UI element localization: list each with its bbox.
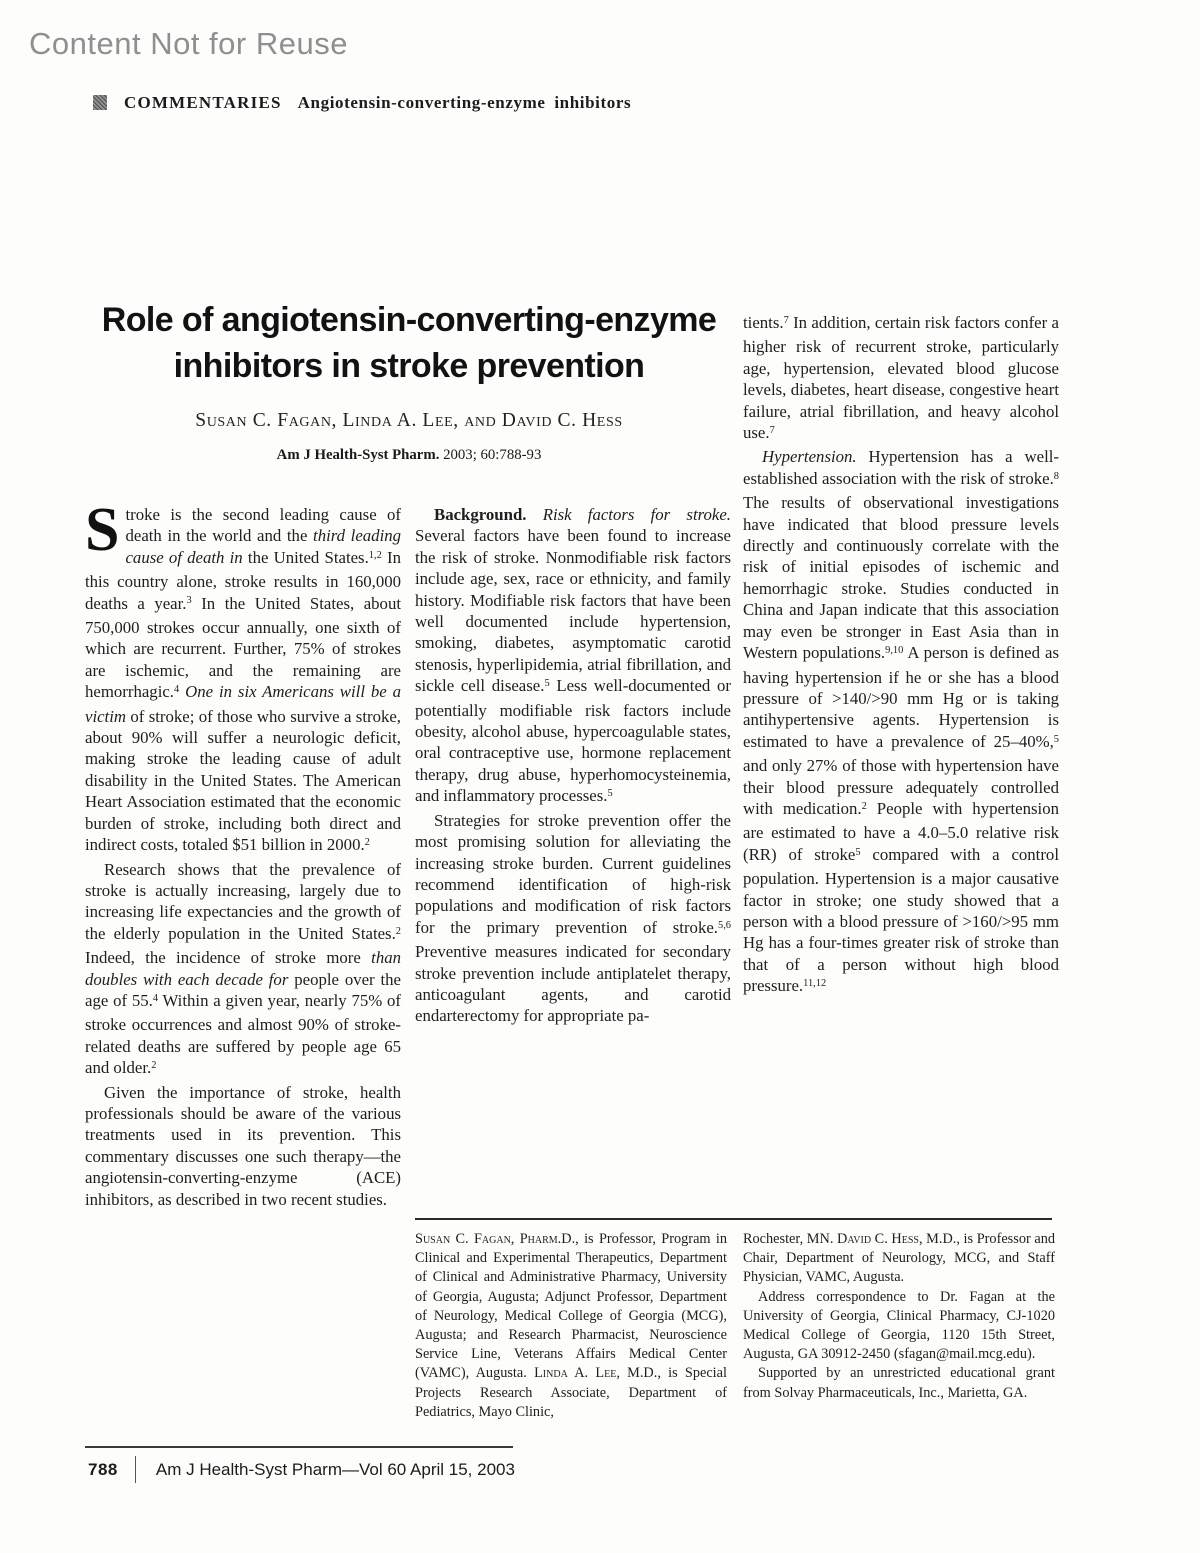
footnote-divider bbox=[415, 1218, 1052, 1220]
column-right bbox=[743, 312, 1059, 1000]
paragraph-risk-continued: tients.$^7$ In addition, certain risk factors confer a higher risk of recurrent stroke, particularly age, hypertension, elevated blood glucose levels, diabetes, heart disease, congestive heart failure, atrial fibrillation, and heavy alcohol use.$^7$ bbox=[743, 313, 1059, 443]
page-number: 788 bbox=[88, 1459, 118, 1479]
footnote-support: Supported by an unrestricted educational grant from Solvay Pharmaceuticals, Inc., Marietta, GA. bbox=[743, 1365, 1055, 1401]
citation-line bbox=[85, 447, 733, 464]
author-byline: Susan C. Fagan, Linda A. Lee, and David C. Hess bbox=[195, 410, 623, 431]
paragraph-intro bbox=[85, 496, 402, 859]
paragraph-intro-text: troke is the second leading cause of death in the world and the third leading cause of death in the United States.$^{1,2}$ In this country alone, stroke results in 160,000 deaths a year.$^3$ In the United States, about 750,000 strokes occur annually, one sixth of which are recurrent. Further, 75% of strokes are ischemic, and the remaining are hemorrhagic.$^4$ One in six Americans will be a victim of stroke; of those who survive a stroke, about 90% will suffer a neurologic deficit, making stroke the leading cause of adult disability in the United States. The American Heart Association estimated that the economic burden of stroke, including both direct and indirect costs, totaled $51 billion in 2000.$^2$ bbox=[85, 505, 402, 855]
footnote-column-right bbox=[743, 1230, 1055, 1403]
footnote-affiliations-1: Susan C. Fagan, Pharm.D., is Professor, Program in Clinical and Experimental Therapeutics, Department of Clinical and Administrative Pharmacy, University of Georgia, Augusta; Adjunct Professor, Department of Neurology, Medical College of Georgia (MCG), Augusta; and Research Pharmacist, Neuroscience Service Line, Veterans Affairs Medical Center (VAMC), Augusta. Linda A. Lee, M.D., is Special Projects Research Associate, Department of Pediatrics, Mayo Clinic, bbox=[415, 1231, 727, 1420]
footer-divider bbox=[85, 1446, 513, 1448]
footnote-correspondence: Address correspondence to Dr. Fagan at the University of Georgia, Clinical Pharmacy, CJ-1020 Medical College of Georgia, 1120 15th Street, Augusta, GA 30912-2450 (sfagan@mail.mcg.edu). bbox=[743, 1288, 1055, 1363]
page-footer bbox=[88, 1456, 515, 1483]
running-header bbox=[93, 93, 631, 113]
footer-journal-line: Am J Health-Syst Pharm—Vol 60 April 15, 2003 bbox=[155, 1459, 515, 1479]
section-label: COMMENTARIES bbox=[124, 93, 282, 112]
watermark-text: Content Not for Reuse bbox=[29, 26, 348, 61]
paragraph-research: Research shows that the prevalence of stroke is actually increasing, largely due to increasing life expectancies and the growth of the elderly population in the United States.$^2$ Indeed, the incidence of stroke more than doubles with each decade for people over the age of 55.$^4$ Within a given year, nearly 75% of stroke occurrences and almost 90% of stroke-related deaths are suffered by people age 65 and older.$^2$ bbox=[85, 859, 402, 1078]
footnote-affiliations-2: Rochester, MN. David C. Hess, M.D., is Professor and Chair, Department of Neurology, MCG, and Staff Physician, VAMC, Augusta. bbox=[743, 1231, 1055, 1286]
section-marker-icon bbox=[93, 95, 107, 110]
column-left bbox=[85, 496, 402, 1210]
column-middle bbox=[415, 504, 731, 1027]
paragraph-background: Background. Risk factors for stroke. Several factors have been found to increase the risk of stroke. Nonmodifiable risk factors include age, sex, race or ethnicity, and family history. Modifiable risk factors that have been well documented include hypertension, smoking, diabetes, asymptomatic carotid stenosis, hyperlipidemia, atrial fibrillation, and sickle cell disease.$^5$ Less well-documented or potentially modifiable risk factors include obesity, alcohol abuse, hypercoagulable states, oral contraceptive use, hormone replacement therapy, drug abuse, hyperhomocysteinemia, and inflammatory processes.$^5$ bbox=[415, 505, 731, 806]
paragraph-importance: Given the importance of stroke, health professionals should be aware of the various treatments used in its prevention. This commentary discusses one such therapy—the angiotensin-converting-enzyme (ACE) inhibitors, as described in two recent studies. bbox=[85, 1082, 401, 1209]
citation-volume: 2003; 60:788-93 bbox=[439, 447, 542, 463]
footer-separator bbox=[135, 1456, 136, 1483]
paragraph-hypertension: Hypertension. Hypertension has a well-established association with the risk of stroke.$^8$ The results of observational investigations have indicated that blood pressure levels directly and continuously correlate with the risk of initial episodes of ischemic and hemorrhagic stroke. Studies conducted in China and Japan indicate that this association may even be stronger in East Asia than in Western populations.$^{9,10}$ A person is defined as having hypertension if he or she has a blood pressure of >140/>90 mm Hg or is taking antihypertensive agents. Hypertension is estimated to have a prevalence of 25–40%,$^5$ and only 27% of those with hypertension have their blood pressure adequately controlled with medication.$^2$ People with hypertension are estimated to have a 4.0–5.0 relative risk (RR) of stroke$^5$ compared with a control population. Hypertension is a major causative factor in stroke; one study showed that a person with a blood pressure of >160/>95 mm Hg has a four-times greater risk of stroke than that of a person without high blood pressure.$^{11,12}$ bbox=[743, 447, 1059, 996]
article-title-line1: Role of angiotensin-converting-enzyme bbox=[101, 301, 717, 339]
citation-journal: Am J Health-Syst Pharm. bbox=[276, 447, 440, 463]
article-title-line2: inhibitors in stroke prevention bbox=[173, 347, 645, 385]
drop-cap: S bbox=[85, 496, 120, 564]
paragraph-strategies: Strategies for stroke prevention offer the most promising solution for alleviating the increasing stroke burden. Current guidelines recommend identification of high-risk populations and modification of risk factors for the primary prevention of stroke.$^{5,6}$ Preventive measures indicated for secondary stroke prevention include antiplatelet therapy, anticoagulant agents, and carotid endarterectomy for appropriate pa- bbox=[415, 810, 731, 1026]
footnote-column-left bbox=[415, 1230, 727, 1422]
title-block bbox=[85, 297, 733, 464]
section-topic: Angiotensin-converting-enzyme inhibitors bbox=[297, 93, 632, 112]
article-title bbox=[85, 297, 733, 389]
